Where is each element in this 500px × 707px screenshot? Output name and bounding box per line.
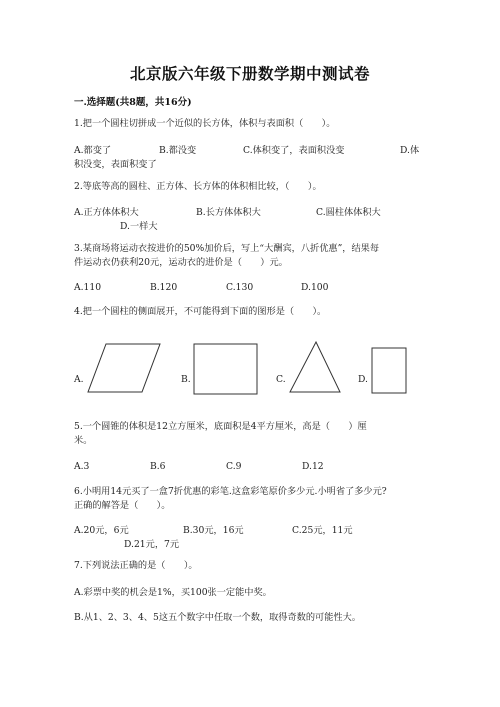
q6-option-d[interactable]: D.21元，7元 [124,539,180,550]
q5-option-c[interactable]: C.9 [226,461,242,472]
q6-option-c[interactable]: C.25元，11元 [292,525,353,536]
question-2-stem: 2.等底等高的圆柱、正方体、长方体的体积相比较，（ ）。 [74,181,322,192]
question-1-stem: 1.把一个圆柱切拼成一个近似的长方体，体积与表面积（ ）。 [74,118,336,129]
question-6-line-2: 正确的解答是（ ）。 [74,500,171,511]
q5-option-d[interactable]: D.12 [302,461,324,472]
q2-option-a[interactable]: A.正方体体积大 [74,207,139,218]
q5-option-a[interactable]: A.3 [74,461,90,472]
question-3-line-1: 3.某商场将运动衣按进价的50%加价后，写上“大酬宾，八折优惠”，结果每 [74,243,380,254]
q1-option-c[interactable]: C.体积变了，表面积没变 [243,145,345,156]
q3-option-c[interactable]: C.130 [226,282,254,293]
q7-option-b[interactable]: B.从1、2、3、4、5这五个数字中任取一个数，取得奇数的可能性大。 [74,612,361,623]
q2-option-b[interactable]: B.长方体体积大 [196,207,261,218]
question-3-line-2: 件运动衣仍获利20元，运动衣的进价是（ ）元。 [74,257,288,268]
rectangle-figure [370,346,410,396]
question-6-line-1: 6.小明用14元买了一盒7折优惠的彩笔.这盒彩笔原价多少元.小明省了多少元? [74,486,387,497]
q3-option-d[interactable]: D.100 [301,282,329,293]
question-7-stem: 7.下列说法正确的是（ ）。 [74,560,198,571]
q4-option-d[interactable]: D. [358,374,368,385]
q2-option-d[interactable]: D.一样大 [120,221,158,232]
q3-option-b[interactable]: B.120 [150,282,178,293]
square-figure [192,342,260,396]
q1-option-d[interactable]: D.体 [400,145,420,156]
q3-option-a[interactable]: A.110 [74,282,102,293]
q4-option-c[interactable]: C. [276,374,286,385]
question-5-line-1: 5.一个圆锥的体积是12立方厘米，底面积是4平方厘米，高是（ ）厘 [74,421,367,432]
q5-option-b[interactable]: B.6 [150,461,166,472]
parallelogram-figure [86,340,162,396]
q1-option-d-continued: 积没变，表面积变了 [74,159,157,170]
question-5-line-2: 米。 [74,435,93,446]
q6-option-b[interactable]: B.30元，16元 [183,525,244,536]
section-heading: 一.选择题(共8题，共16分) [74,97,192,108]
q4-option-b[interactable]: B. [181,374,191,385]
q6-option-a[interactable]: A.20元，6元 [74,525,129,536]
q1-option-a[interactable]: A.都变了 [74,145,112,156]
question-4-stem: 4.把一个圆柱的侧面展开，不可能得到下面的图形是（ ）。 [74,306,327,317]
page-title: 北京版六年级下册数学期中测试卷 [129,64,370,83]
triangle-figure [288,340,342,396]
q4-option-a[interactable]: A. [74,374,84,385]
q2-option-c[interactable]: C.圆柱体体积大 [316,207,381,218]
q1-option-b[interactable]: B.都没变 [159,145,197,156]
q7-option-a[interactable]: A.彩票中奖的机会是1%，买100张一定能中奖。 [74,587,272,598]
